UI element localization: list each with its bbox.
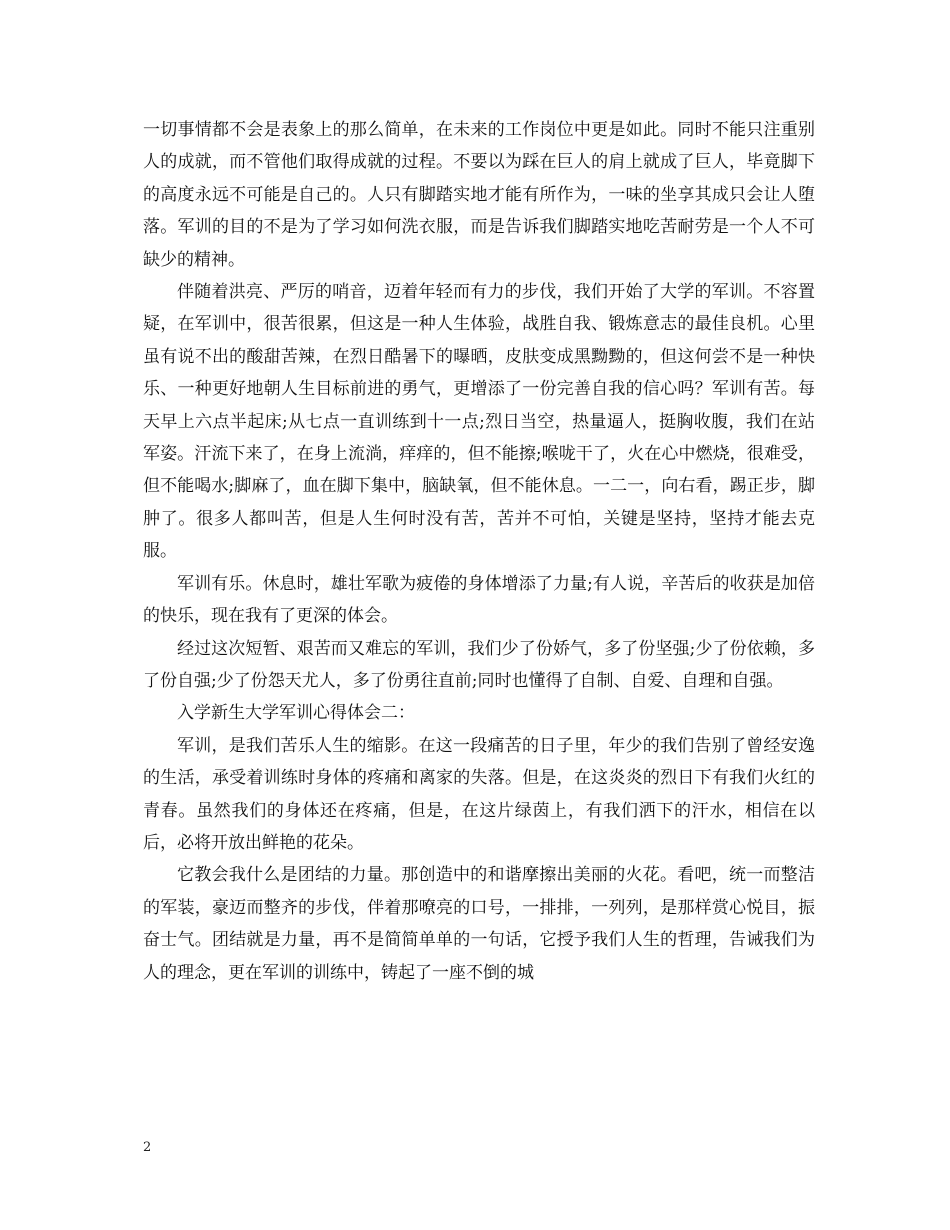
paragraph-5: 军训，是我们苦乐人生的缩影。在这一段痛苦的日子里，年少的我们告别了曾经安逸的生活，承受着训练时身体的疼痛和离家的失落。但是，在这炎炎的烈日下有我们火红的青春。虽然我们的身体还在疼痛，但是，在这片绿茵上，有我们洒下的汗水，相信在以后，必将开放出鲜艳的花朵。 — [143, 735, 815, 853]
paragraph-2: 伴随着洪亮、严厉的哨音，迈着年轻而有力的步伐，我们开始了大学的军训。不容置疑，在军训中，很苦很累，但这是一种人生体验，战胜自我、锻炼意志的最佳良机。心里虽有说不出的酸甜苦辣，在烈日酷暑下的曝晒，皮肤变成黑黝黝的，但这何尝不是一种快乐、一种更好地朝人生目标前进的勇气，更增添了一份完善自我的信心吗？军训有苦。每天早上六点半起床;从七点一直训练到十一点;烈日当空，热量逼人，挺胸收腹，我们在站军姿。汗流下来了，在身上流淌，痒痒的，但不能擦;喉咙干了，火在心中燃烧，很难受，但不能喝水;脚麻了，血在脚下集中，脑缺氧，但不能休息。一二一，向右看，踢正步，脚肿了。很多人都叫苦，但是人生何时没有苦，苦并不可怕，关键是坚持，坚持才能去克服。 — [143, 282, 815, 562]
body-text — [143, 114, 815, 989]
paragraph-1: 一切事情都不会是表象上的那么简单，在未来的工作岗位中更是如此。同时不能只注重别人的成就，而不管他们取得成就的过程。不要以为踩在巨人的肩上就成了巨人，毕竟脚下的高度永远不可能是自己的。人只有脚踏实地才能有所作为，一味的坐享其成只会让人堕落。军训的目的不是为了学习如何洗衣服，而是告诉我们脚踏实地吃苦耐劳是一个人不可缺少的精神。 — [143, 120, 815, 270]
paragraph-3: 军训有乐。休息时，雄壮军歌为疲倦的身体增添了力量;有人说，辛苦后的收获是加倍的快乐，现在我有了更深的体会。 — [143, 573, 815, 627]
paragraph-4: 经过这次短暂、艰苦而又难忘的军训，我们少了份娇气，多了份坚强;少了份依赖，多了份自强;少了份怨天尤人，多了份勇往直前;同时也懂得了自制、自爱、自理和自强。 — [143, 638, 815, 691]
paragraph-6: 它教会我什么是团结的力量。那创造中的和谐摩擦出美丽的火花。看吧，统一而整洁的军装，豪迈而整齐的步伐，伴着那嘹亮的口号，一排排，一列列，是那样赏心悦目，振奋士气。团结就是力量，再不是简简单单的一句话，它授予我们人生的哲理，告诫我们为人的理念，更在军训的训练中，铸起了一座不倒的城 — [143, 865, 815, 983]
section-heading: 入学新生大学军训心得体会二： — [177, 703, 415, 724]
page-number: 2 — [143, 1140, 152, 1155]
